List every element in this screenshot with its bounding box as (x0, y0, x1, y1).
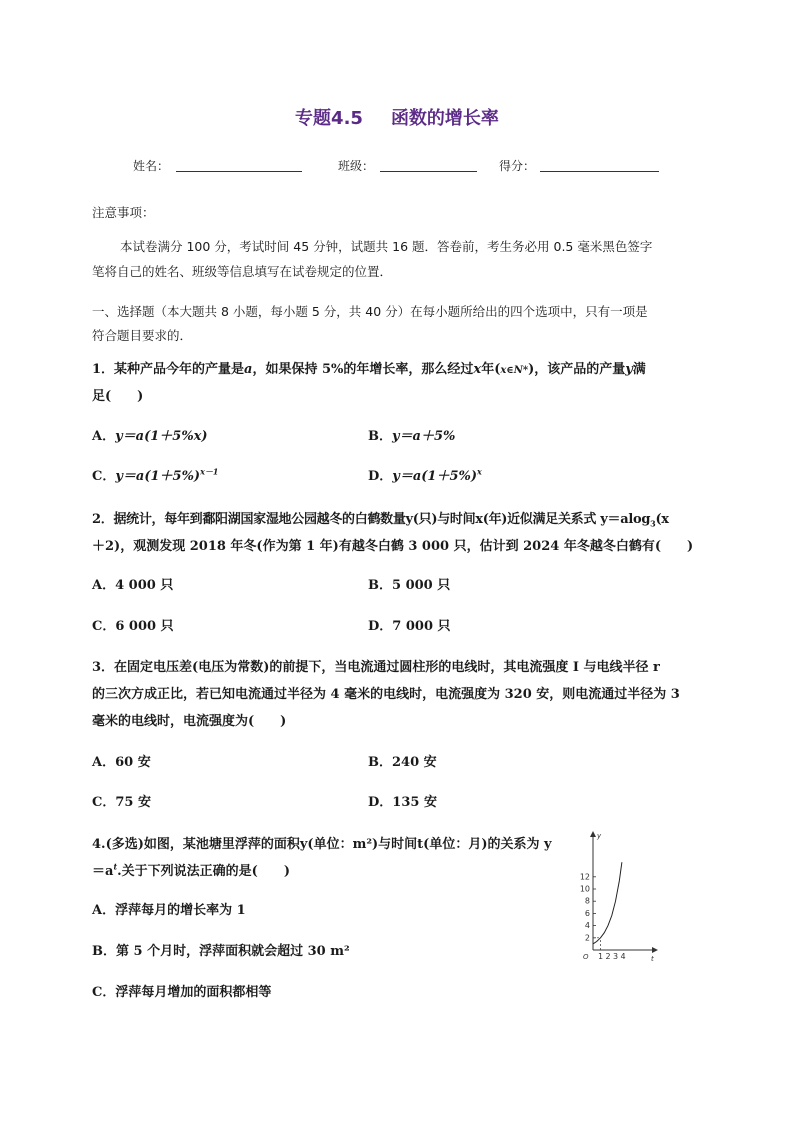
y-axis-label: y (597, 832, 602, 840)
score-label: 得分： (499, 159, 536, 173)
question-4-line-2: $=a^t$.关于下列说法正确的是( ) (92, 861, 290, 879)
question-1-line-2: 足( ) (92, 389, 144, 404)
q3-option-b[interactable]: B．240 安 (368, 755, 437, 770)
q2-option-d[interactable]: D．7 000 只 (368, 619, 451, 634)
question-2-line-1: 2．据统计，每年到鄱阳湖国家湿地公园越冬的白鹤数量y(只)与时间x(年)近似满足关系式 y＝alog$_3$(x (92, 512, 669, 529)
q1-text-d: )，该产品的产量 (528, 362, 626, 377)
y-tick-label: 10 (579, 884, 590, 894)
q3-option-a[interactable]: A．60 安 (92, 755, 151, 770)
question-2-line-2: ＋2)，观测发现 2018 年冬(作为第 1 年)有越冬白鹤 3 000 只，估计到 2024 年冬越冬白鹤有( ) (92, 539, 694, 554)
x-tick-label: 4 (620, 952, 626, 961)
x-axis-label: t (651, 955, 654, 963)
question-3-line-1: 3．在固定电压差(电压为常数)的前提下，当电流通过圆柱形的电线时，其电流强度 I 与电线半径 r (92, 660, 660, 675)
y-tick-label: 2 (584, 933, 590, 943)
q1-option-a[interactable]: A．y＝a(1＋5%x) (92, 429, 208, 444)
section-heading-line-2: 符合题目要求的． (92, 328, 193, 343)
x-tick-label: 2 (605, 952, 611, 961)
x-tick-label: 1 (597, 952, 604, 961)
q1-text-c: 年( (481, 362, 501, 377)
notes-line-2: 笔将自己的姓名、班级等信息填写在试卷规定的位置． (92, 264, 393, 279)
q1-option-b[interactable]: B．y＝a＋5% (368, 429, 456, 444)
q2-option-b[interactable]: B．5 000 只 (368, 578, 451, 593)
name-field[interactable] (176, 171, 302, 172)
page-title (0, 104, 794, 130)
q1-var-a: a (244, 362, 253, 377)
origin-label: O (583, 953, 589, 961)
q1-var-y: y (625, 362, 633, 377)
name-label: 姓名： (133, 159, 170, 173)
y-tick-label: 12 (579, 872, 590, 882)
y-tick-label: 4 (584, 921, 590, 931)
q4-option-c[interactable]: C．浮萍每月增加的面积都相等 (92, 985, 272, 1000)
q1-text-e: 满 (632, 362, 646, 377)
q3-option-d[interactable]: D．135 安 (368, 795, 437, 810)
q1-text-a: 1．某种产品今年的产量是 (92, 362, 245, 377)
notes-line-1: 本试卷满分 100 分，考试时间 45 分钟，试题共 16 题．答卷前，考生务必用 0.5 毫米黑色签字 (120, 239, 653, 254)
x-tick-label: 3 (612, 952, 619, 961)
class-field[interactable] (380, 171, 477, 172)
q1-text-b: ，如果保持 5%的年增长率，那么经过 (252, 362, 474, 377)
question-3-line-3: 毫米的电线时，电流强度为( ) (92, 714, 287, 729)
q2-option-a[interactable]: A．4 000 只 (92, 578, 174, 593)
growth-graph (575, 828, 675, 968)
topic-title: 函数的增长率 (390, 108, 499, 129)
y-tick-label: 8 (584, 896, 590, 906)
topic-number: 专题4.5 (295, 108, 363, 129)
question-3-line-2: 的三次方成正比，若已知电流通过半径为 4 毫米的电线时，电流强度为 320 安，则电流通过半径为 3 (92, 687, 680, 702)
y-tick-label: 6 (584, 908, 590, 918)
q1-option-c[interactable]: C．$y=a(1+5\%)^{x-1}$ (92, 466, 219, 484)
growth-curve (593, 862, 622, 944)
score-field[interactable] (540, 171, 659, 172)
class-label: 班级： (338, 159, 375, 173)
q1-var-x: x (473, 362, 482, 377)
section-heading-line-1: 一、选择题（本大题共 8 小题，每小题 5 分，共 40 分）在每小题所给出的四个选项中，只有一项是 (92, 304, 648, 319)
q1-option-d[interactable]: D．$y=a(1+5\%)^x$ (368, 466, 482, 484)
notes-heading: 注意事项： (92, 205, 155, 220)
q1-set: x∈N* (500, 365, 529, 376)
question-1-line-1 (92, 358, 646, 377)
q4-option-b[interactable]: B．第 5 个月时，浮萍面积就会超过 30 m² (92, 944, 350, 959)
q3-option-c[interactable]: C．75 安 (92, 795, 151, 810)
question-4-line-1: 4.(多选)如图，某池塘里浮萍的面积y(单位：m²)与时间t(单位：月)的关系为 y (92, 837, 552, 852)
q4-option-a[interactable]: A．浮萍每月的增长率为 1 (92, 903, 246, 918)
q2-option-c[interactable]: C．6 000 只 (92, 619, 174, 634)
